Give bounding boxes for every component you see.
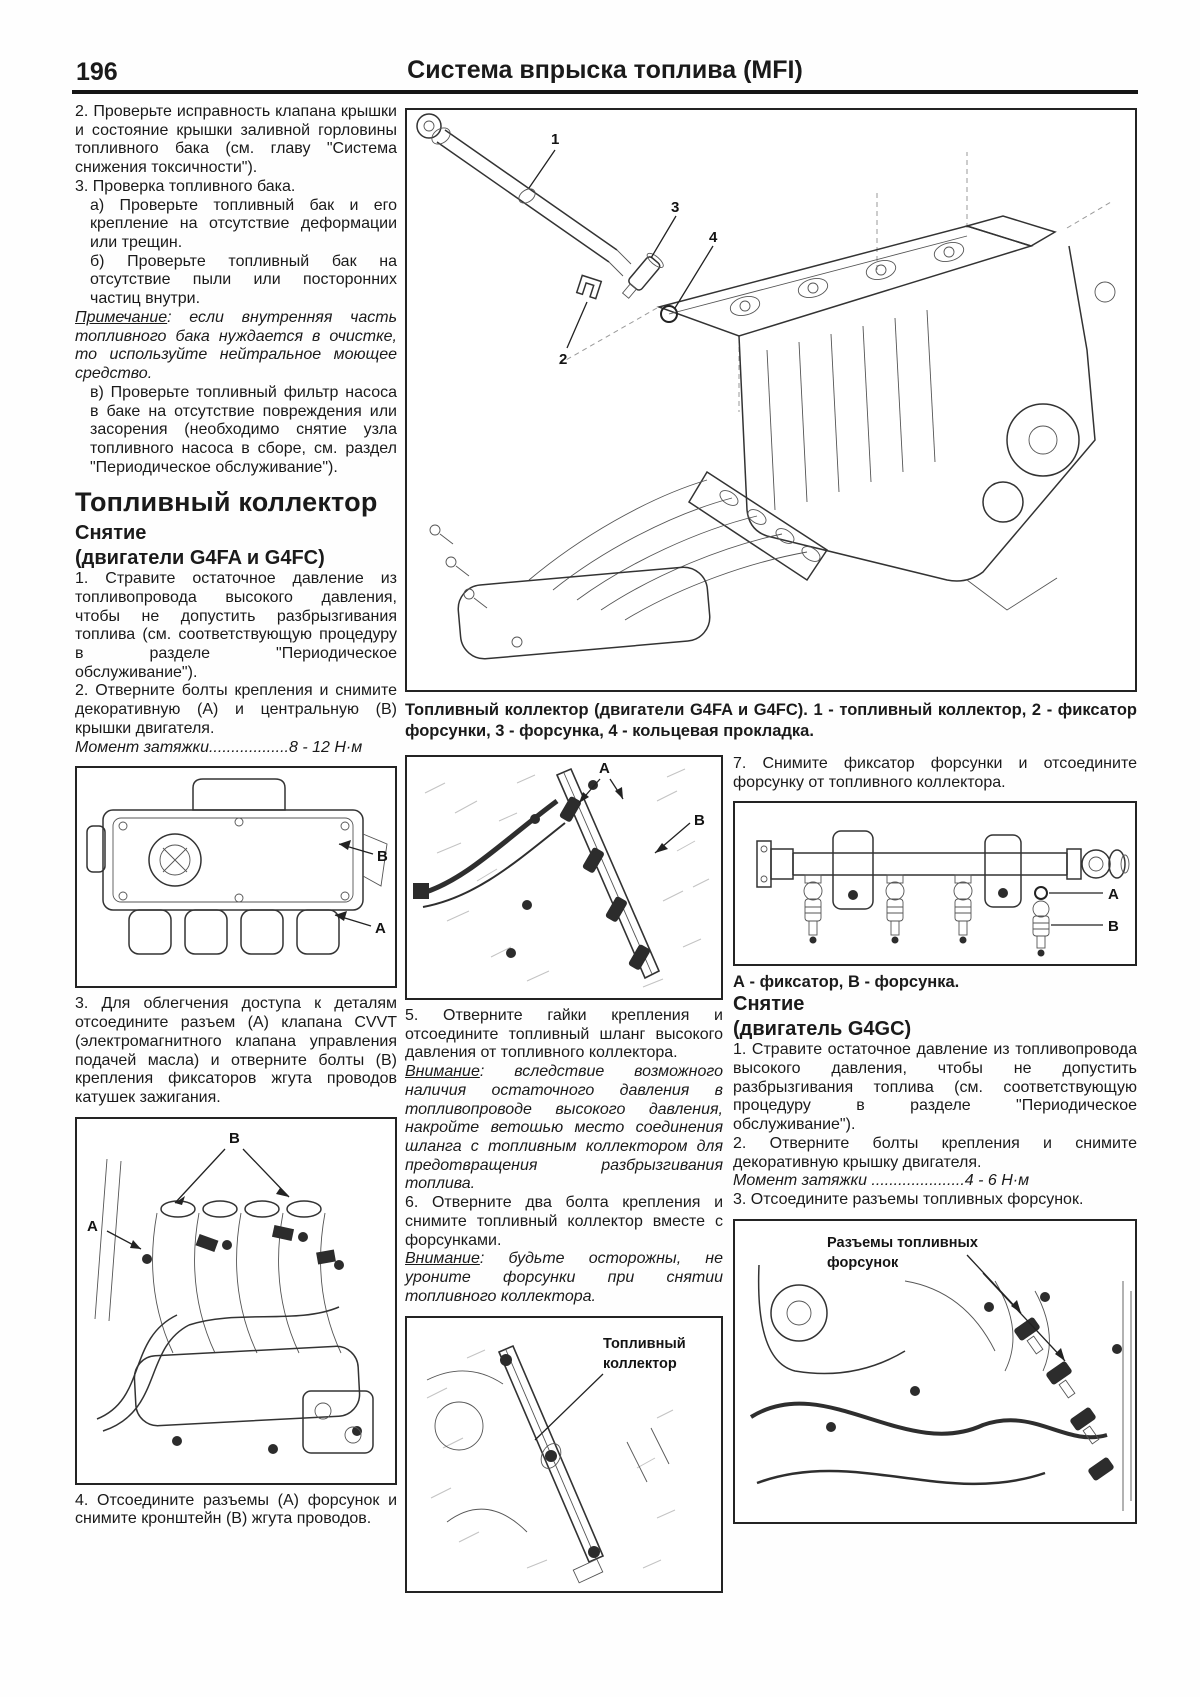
figure-fuel-rail-on-engine: [405, 755, 723, 1000]
fuel-rail-label-line2: коллектор: [603, 1355, 677, 1372]
injector-connectors-drawing: [735, 1221, 1135, 1522]
g4fa-step-4: 4. Отсоедините разъемы (А) форсунок и снимите кронштейн (В) жгута проводов.: [75, 1491, 397, 1528]
right-column: [733, 755, 1137, 1531]
step-5-fuel-hose: 5. Отверните гайки крепления и отсоедините топливный шланг высокого давления от топливного коллектора.: [405, 1007, 723, 1062]
g4fa-step-3-cvvt: 3. Для облегчения доступа к деталям отсоедините разъем (А) клапана CVVT (электромагнитного клапана управления подачей масла) и отверните болты (В) крепления фиксаторов жгута проводов катушек зажигания.: [75, 995, 397, 1106]
step-3v: в) Проверьте топливный фильтр насоса в баке на отсутствие повреждения или засорения (необходимо снятие узла топливного насоса в сборе, см. раздел "Периодическое обслуживание").: [90, 383, 397, 476]
callout-2-retainer: 2: [559, 351, 568, 368]
fuel-rail-injectors-drawing: [735, 803, 1135, 964]
g4gc-step-2: 2. Отверните болты крепления и снимите декоративную крышку двигателя.: [733, 1134, 1137, 1171]
callout-4-o-ring: 4: [709, 229, 718, 246]
callout-letter-b: B: [1108, 918, 1119, 936]
note-label: Примечание: [75, 308, 168, 326]
step-2-fuel-cap: 2. Проверьте исправность клапана крышки и состояние крышки заливной горловины топливного бака (см. главу "Система снижения токсичности").: [75, 103, 397, 177]
step-3-fuel-tank: 3. Проверка топливного бака.: [75, 177, 296, 195]
g4gc-step-1: 1. Стравите остаточное давление из топливопровода высокого давления, чтобы не допустить разбрызгивания топлива (см. соответствующую процедуру в разделе "Периодическое обслуживание").: [733, 1041, 1137, 1134]
callout-letter-b: B: [377, 848, 388, 866]
main-figure-caption: Топливный коллектор (двигатели G4FA и G4FC). 1 - топливный коллектор, 2 - фиксатор форсунки, 3 - форсунка, 4 - кольцевая прокладка.: [405, 701, 1137, 741]
fuel-rail-removal-drawing: [407, 1318, 721, 1591]
subheading-removal: Снятие: [75, 522, 147, 545]
subheading-engines-g4fa-g4fc: (двигатели G4FA и G4FC): [75, 546, 325, 569]
figure-engine-cover: [75, 766, 397, 988]
page-header: [72, 56, 1138, 94]
warning-text: : будьте осторожны, не уроните форсунки при снятии топливного коллектора.: [405, 1250, 723, 1305]
fuel-rail-on-engine-drawing: [407, 757, 721, 998]
exploded-view-drawing: [407, 110, 1135, 690]
warning-residual-pressure: [405, 1063, 723, 1194]
step-3a: а) Проверьте топливный бак и его крепление на отсутствие деформации или трещин.: [90, 196, 397, 252]
injector-figure-caption: А - фиксатор, В - форсунка.: [733, 973, 960, 992]
warning-label: Внимание: [405, 1063, 480, 1081]
figure-fuel-rail-injectors: [733, 801, 1137, 966]
torque-spec-4-6: Момент затяжки .....................4 - 6 Н·м: [733, 1172, 1030, 1190]
note-text: : если внутренняя часть топливного бака нуждается в очистке, то используйте нейтральное моющее средство.: [75, 308, 397, 383]
torque-spec-8-12: Момент затяжки..................8 - 12 Н·м: [75, 738, 363, 756]
middle-column: [405, 755, 723, 1600]
callout-1-fuel-rail: 1: [551, 131, 560, 148]
warning-label: Внимание: [405, 1250, 480, 1268]
subheading-engine-g4gc: (двигатель G4GC): [733, 1017, 912, 1040]
g4gc-step-3: 3. Отсоедините разъемы топливных форсунок.: [733, 1190, 1084, 1208]
step-7-remove-injector: 7. Снимите фиксатор форсунки и отсоедините форсунку от топливного коллектора.: [733, 755, 1137, 791]
step-6-remove-rail: 6. Отверните два болта крепления и снимите топливный коллектор вместе с форсунками.: [405, 1194, 723, 1249]
note: [75, 309, 397, 384]
section-heading-fuel-rail: Топливный коллектор: [75, 487, 378, 518]
warning-injectors: [405, 1250, 723, 1306]
injector-connectors-label-line2: форсунок: [827, 1254, 899, 1271]
callout-letter-b: B: [694, 812, 705, 829]
injector-connectors-label-line1: Разъемы топливных: [827, 1234, 978, 1251]
left-column: [75, 103, 397, 1529]
figure-main-exploded-view: [405, 108, 1137, 692]
callout-letter-a: A: [87, 1217, 98, 1235]
figure-injector-connectors: [733, 1219, 1137, 1524]
subheading-removal-g4gc: Снятие: [733, 993, 805, 1016]
g4fa-step-1: 1. Стравите остаточное давление из топливопровода высокого давления, чтобы не допустить разбрызгивания топлива (см. соответствующую процедуру в разделе "Периодическое обслуживание").: [75, 570, 397, 681]
callout-3-injector: 3: [671, 199, 680, 216]
warning-text: : вследствие возможного наличия остаточного давления в топливопроводе высокого давления, накройте ветошью место соединения шланга с топливным коллектором для предотвращения разбрызгивания топлива.: [405, 1063, 723, 1193]
figure-engine-harness: [75, 1117, 397, 1485]
callout-letter-a: A: [375, 920, 386, 938]
engine-cover-drawing: [77, 768, 395, 986]
engine-harness-drawing: [77, 1119, 395, 1483]
page-number: 196: [76, 58, 118, 86]
callout-letter-b: B: [229, 1129, 240, 1147]
step-3b: б) Проверьте топливный бак на отсутствие пыли или посторонних частиц внутри.: [90, 252, 397, 308]
callout-letter-a: A: [599, 760, 610, 777]
fuel-rail-label-line1: Топливный: [603, 1335, 686, 1352]
g4fa-step-2: 2. Отверните болты крепления и снимите декоративную (А) и центральную (В) крышки двигателя.: [75, 682, 397, 737]
figure-fuel-rail-removal: [405, 1316, 723, 1593]
page-title: Система впрыска топлива (MFI): [407, 56, 803, 84]
callout-letter-a: A: [1108, 886, 1119, 904]
